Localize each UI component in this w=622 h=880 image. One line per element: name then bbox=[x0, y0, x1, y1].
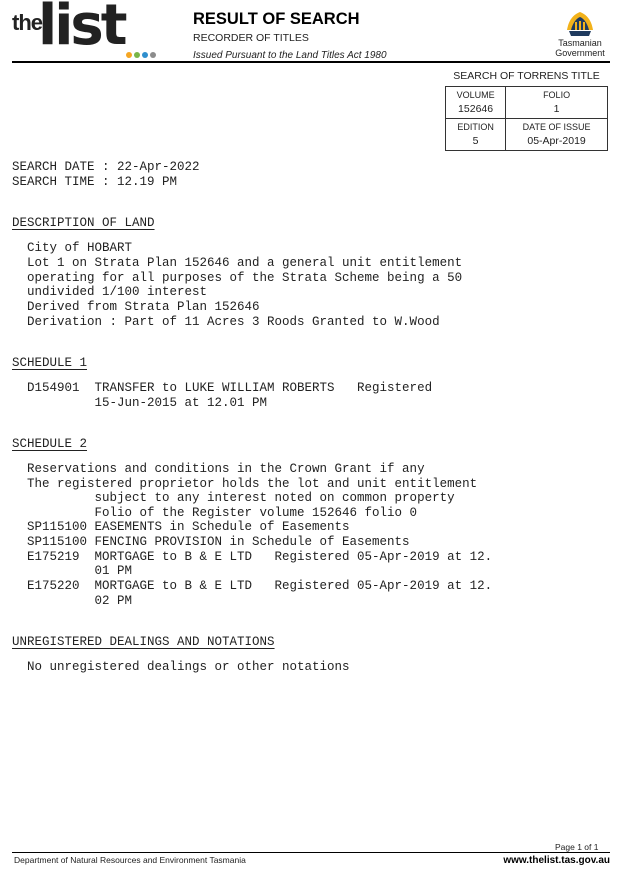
unregistered-heading: UNREGISTERED DEALINGS AND NOTATIONS bbox=[12, 635, 275, 649]
edition-label: EDITION bbox=[457, 122, 494, 132]
folio-cell bbox=[506, 87, 608, 119]
schedule2-line: 01 PM bbox=[27, 564, 133, 578]
schedule2-heading: SCHEDULE 2 bbox=[12, 437, 88, 451]
title-box-heading: SEARCH OF TORRENS TITLE bbox=[453, 70, 600, 82]
department-name: Department of Natural Resources and Environment Tasmania bbox=[14, 855, 246, 865]
schedule2-line: Reservations and conditions in the Crown Grant if any bbox=[27, 462, 425, 476]
date-of-issue-label: DATE OF ISSUE bbox=[522, 122, 591, 132]
header-divider bbox=[12, 61, 610, 63]
website-url[interactable]: www.thelist.tas.gov.au bbox=[503, 855, 610, 866]
volume-value: 152646 bbox=[458, 103, 494, 115]
schedule2-line: E175219 MORTGAGE to B & E LTD Registered 05-Apr-2019 at 12. bbox=[27, 550, 493, 564]
schedule1-line: 15-Jun-2015 at 12.01 PM bbox=[27, 396, 268, 410]
search-date: SEARCH DATE : 22-Apr-2022 bbox=[12, 160, 200, 174]
schedule2-line: SP115100 EASEMENTS in Schedule of Easements bbox=[27, 520, 350, 534]
schedule2-line: 02 PM bbox=[27, 594, 133, 608]
edition-cell bbox=[446, 119, 506, 151]
logo-dot bbox=[126, 52, 132, 58]
logo-dot bbox=[150, 52, 156, 58]
date-of-issue-cell bbox=[506, 119, 608, 151]
thylacine-emblem-icon bbox=[563, 8, 597, 38]
document-subtitle: RECORDER OF TITLES bbox=[193, 32, 309, 44]
description-line: operating for all purposes of the Strata Scheme being a 50 bbox=[27, 271, 463, 285]
tasmanian-government-logo bbox=[548, 8, 612, 62]
logo-dot bbox=[142, 52, 148, 58]
schedule2-line: SP115100 FENCING PROVISION in Schedule of Easements bbox=[27, 535, 410, 549]
schedule1-line: D154901 TRANSFER to LUKE WILLIAM ROBERTS Registered bbox=[27, 381, 433, 395]
description-line: Lot 1 on Strata Plan 152646 and a general unit entitlement bbox=[27, 256, 463, 270]
description-line: undivided 1/100 interest bbox=[27, 285, 208, 299]
footer-divider bbox=[12, 852, 610, 853]
edition-value: 5 bbox=[472, 135, 479, 147]
search-time: SEARCH TIME : 12.19 PM bbox=[12, 175, 178, 189]
description-line: Derivation : Part of 11 Acres 3 Roods Granted to W.Wood bbox=[27, 315, 440, 329]
govt-name-line1: Tasmanian bbox=[558, 38, 602, 48]
schedule2-line: The registered proprietor holds the lot and unit entitlement bbox=[27, 477, 478, 491]
schedule2-line: E175220 MORTGAGE to B & E LTD Registered 05-Apr-2019 at 12. bbox=[27, 579, 493, 593]
description-line: City of HOBART bbox=[27, 241, 133, 255]
schedule1-heading: SCHEDULE 1 bbox=[12, 356, 88, 370]
logo-prefix: the bbox=[12, 10, 42, 35]
page-number: Page 1 of 1 bbox=[555, 842, 599, 852]
schedule2-line: Folio of the Register volume 152646 folio 0 bbox=[27, 506, 418, 520]
act-reference: Issued Pursuant to the Land Titles Act 1980 bbox=[193, 50, 387, 61]
unregistered-line: No unregistered dealings or other notations bbox=[27, 660, 350, 674]
logo-dots bbox=[126, 52, 156, 58]
logo-dot bbox=[134, 52, 140, 58]
thelist-logo bbox=[12, 0, 152, 60]
volume-label: VOLUME bbox=[456, 90, 495, 100]
schedule2-line: subject to any interest noted on common property bbox=[27, 491, 455, 505]
document-title: RESULT OF SEARCH bbox=[193, 10, 360, 28]
folio-value: 1 bbox=[553, 103, 560, 115]
description-heading: DESCRIPTION OF LAND bbox=[12, 216, 155, 230]
title-reference-table bbox=[445, 86, 608, 151]
logo-word: list bbox=[38, 0, 125, 58]
govt-name-line2: Government bbox=[555, 48, 605, 58]
description-line: Derived from Strata Plan 152646 bbox=[27, 300, 260, 314]
folio-label: FOLIO bbox=[543, 90, 571, 100]
volume-cell bbox=[446, 87, 506, 119]
date-of-issue-value: 05-Apr-2019 bbox=[527, 135, 586, 147]
